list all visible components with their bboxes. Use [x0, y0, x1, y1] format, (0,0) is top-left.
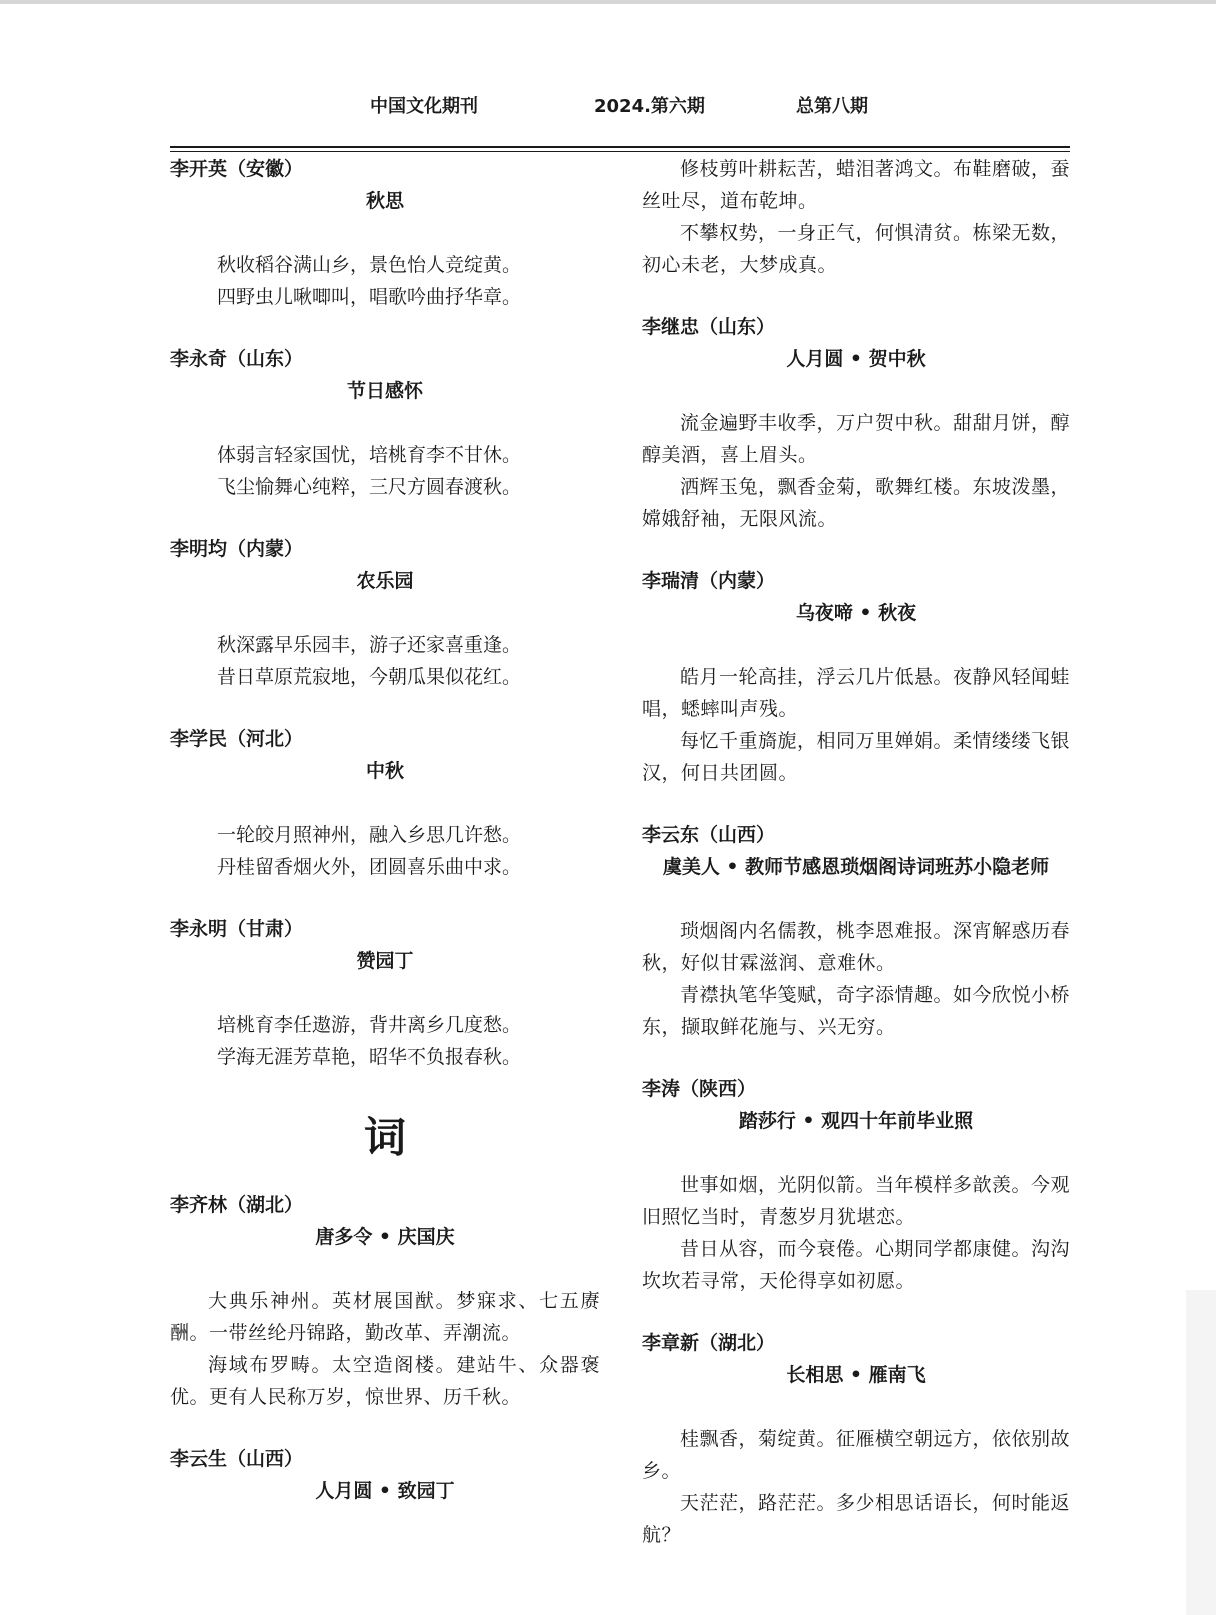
poem-entry	[170, 913, 600, 1073]
poem-line: 学海无涯芳草艳，昭华不负报春秋。	[217, 1046, 522, 1068]
ci-paragraph: 海域布罗畴。太空造阁楼。建站牛、众器褒优。更有人民称万岁，惊世界、历千秋。	[170, 1354, 600, 1408]
poem-title: 农乐园	[356, 570, 414, 592]
ci-paragraph: 昔日从容，而今衰倦。心期同学都康健。沟沟坎坎若寻常，天伦得享如初愿。	[642, 1238, 1071, 1292]
poem-author: 李永明（甘肃）	[170, 918, 304, 940]
ci-title: 人月圆 • 致园丁	[315, 1480, 455, 1502]
ci-paragraph: 皓月一轮高挂，浮云几片低悬。夜静风轻闻蛙唱，蟋蟀叫声残。	[642, 666, 1071, 720]
poem-line: 体弱言轻家国忧，培桃育李不甘休。	[217, 444, 522, 466]
page-header	[0, 92, 1216, 122]
ci-paragraph: 不攀权势，一身正气，何惧清贫。栋梁无数，初心未老，大梦成真。	[642, 222, 1071, 276]
ci-entry	[642, 819, 1070, 1043]
left-column	[170, 153, 600, 1537]
poem-title: 秋思	[365, 190, 404, 212]
poem-line: 一轮皎月照神州，融入乡思几许愁。	[217, 824, 522, 846]
ci-paragraph: 世事如烟，光阴似箭。当年模样多歆羡。今观旧照忆当时，青葱岁月犹堪恋。	[642, 1174, 1071, 1228]
poem-author: 李开英（安徽）	[170, 158, 304, 180]
poem-line: 飞尘愉舞心纯粹，三尺方圆春渡秋。	[217, 476, 522, 498]
ci-paragraph: 流金遍野丰收季，万户贺中秋。甜甜月饼，醇醇美酒，喜上眉头。	[642, 412, 1071, 466]
ci-paragraph: 青襟执笔华笺赋，奇字添情趣。如今欣悦小桥东，撷取鲜花施与、兴无穷。	[642, 984, 1071, 1038]
issue-number: 2024.第六期	[594, 96, 705, 117]
ci-paragraph: 大典乐神州。英材展国猷。梦寐求、七五赓酬。一带丝纶丹锦路，勤改革、弄潮流。	[170, 1290, 600, 1344]
total-issue-number: 总第八期	[796, 96, 868, 117]
ci-entry	[170, 1443, 600, 1507]
ci-author: 李章新（湖北）	[642, 1332, 776, 1354]
poem-title: 中秋	[365, 760, 404, 782]
poem-title: 节日感怀	[346, 380, 423, 402]
ci-author: 李云东（山西）	[642, 824, 776, 846]
ci-paragraph: 洒辉玉兔，飘香金菊，歌舞红楼。东坡泼墨，嫦娥舒袖，无限风流。	[642, 476, 1071, 530]
ci-entry	[642, 311, 1070, 535]
poem-line: 秋收稻谷满山乡，景色怡人竞绽黄。	[217, 254, 522, 276]
ci-paragraph: 每忆千重旖旎，相同万里婵娟。柔情缕缕飞银汉，何日共团圆。	[642, 730, 1071, 784]
ci-paragraph: 天茫茫，路茫茫。多少相思话语长，何时能返航？	[642, 1492, 1071, 1546]
poem-author: 李明均（内蒙）	[170, 538, 304, 560]
ci-entry	[642, 565, 1070, 789]
publication-name: 中国文化期刊	[370, 96, 478, 117]
ci-entry	[642, 1073, 1070, 1297]
poem-entry	[170, 533, 600, 693]
ci-title: 唐多令 • 庆国庆	[315, 1226, 455, 1248]
poem-author: 李学民（河北）	[170, 728, 304, 750]
ci-author: 李瑞清（内蒙）	[642, 570, 776, 592]
ci-entry	[642, 1327, 1070, 1551]
ci-author: 李涛（陕西）	[642, 1078, 757, 1100]
poem-line: 四野虫儿啾唧叫，唱歌吟曲抒华章。	[217, 286, 522, 308]
ci-continued	[642, 153, 1070, 281]
poem-title: 赞园丁	[356, 950, 414, 972]
poem-line: 丹桂留香烟火外，团圆喜乐曲中求。	[217, 856, 522, 878]
ci-author: 李继忠（山东）	[642, 316, 776, 338]
poem-line: 培桃育李任遨游，背井离乡几度愁。	[217, 1014, 522, 1036]
ci-title: 踏莎行 • 观四十年前毕业照	[738, 1110, 974, 1132]
ci-entry	[170, 1189, 600, 1413]
poem-line: 秋深露早乐园丰，游子还家喜重逢。	[217, 634, 522, 656]
ci-author: 李云生（山西）	[170, 1448, 304, 1470]
ci-author: 李齐林（湖北）	[170, 1194, 304, 1216]
page-edge-shadow	[1186, 1290, 1216, 1615]
poem-author: 李永奇（山东）	[170, 348, 304, 370]
header-rule-thick	[170, 146, 1070, 148]
poem-entry	[170, 153, 600, 313]
ci-title: 乌夜啼 • 秋夜	[795, 602, 917, 624]
poem-line: 昔日草原荒寂地，今朝瓜果似花红。	[217, 666, 522, 688]
ci-paragraph: 修枝剪叶耕耘苦，蜡泪著鸿文。布鞋磨破，蚕丝吐尽，道布乾坤。	[642, 158, 1071, 212]
poem-entry	[170, 343, 600, 503]
ci-paragraph: 桂飘香，菊绽黄。征雁横空朝远方，依依别故乡。	[642, 1428, 1071, 1482]
ci-paragraph: 琐烟阁内名儒教，桃李恩难报。深宵解惑历春秋，好似甘霖滋润、意难休。	[642, 920, 1071, 974]
section-heading-ci: 词	[363, 1113, 406, 1162]
ci-title: 长相思 • 雁南飞	[786, 1364, 926, 1386]
ci-title: 虞美人 • 教师节感恩琐烟阁诗词班苏小隐老师	[662, 856, 1050, 878]
ci-title: 人月圆 • 贺中秋	[786, 348, 926, 370]
header-rule-thin	[170, 151, 1070, 152]
right-column	[642, 153, 1070, 1581]
poem-entry	[170, 723, 600, 883]
top-border	[0, 0, 1216, 4]
